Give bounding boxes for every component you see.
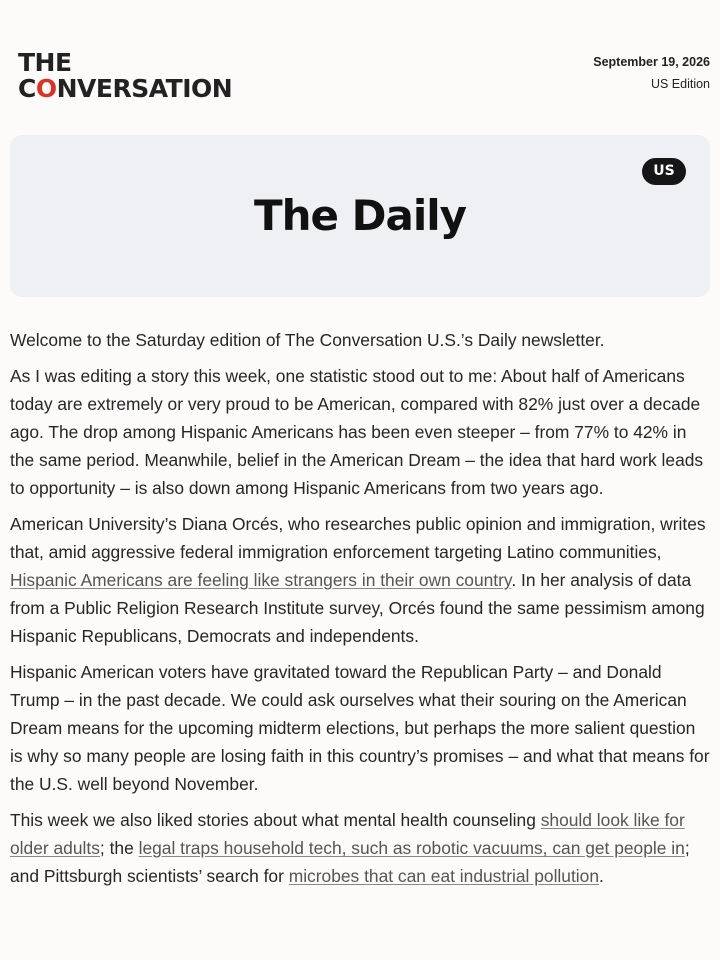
analysis-text-b: . In her analysis of data from a Public Religion Research Institute survey, Orcés found the same pessimism among Hispanic Republicans, Democrats and independents. (10, 570, 705, 646)
recommendations-paragraph (10, 806, 710, 890)
rec-text-c: ; and Pittsburgh scientists’ search for (10, 838, 690, 886)
rec-text-b: ; the (99, 838, 139, 858)
us-edition-badge: US (642, 158, 686, 185)
date-edition-block (593, 55, 710, 91)
hispanic-americans-story-link[interactable]: Hispanic Americans are feeling like strangers in their own country (10, 570, 512, 590)
issue-date: September 19, 2026 (593, 55, 710, 69)
newsletter-body (10, 326, 710, 898)
newsletter-title: The Daily (253, 191, 467, 240)
pollution-microbes-link[interactable]: microbes that can eat industrial pollution (288, 866, 600, 886)
rec-text-a: This week we also liked stories about what mental health counseling (10, 810, 541, 830)
logo-letters-nversation: NVERSATION (56, 74, 233, 103)
logo-letter-c: C (18, 74, 36, 103)
statistic-paragraph: As I was editing a story this week, one statistic stood out to me: About half of Americans today are extremely or very proud to be American, compared with 82% just over a decade ago. The drop among Hispanic Americans has been even steeper – from 77% to 42% in the same period. Meanwhile, belief in the American Dream – the idea that hard work leads to opportunity – is also down among Hispanic Americans from two years ago. (10, 366, 704, 498)
household-tech-legal-traps-link[interactable]: legal traps household tech, such as robotic vacuums, can get people in (138, 838, 685, 858)
older-adults-counseling-link[interactable]: should look like for older adults (10, 810, 685, 858)
newsletter-header (0, 0, 720, 130)
rec-text-d: . (599, 866, 604, 886)
speech-bubble-icon: O (35, 74, 57, 103)
logo-line-the: THE (18, 48, 72, 77)
analysis-text-a: American University’s Diana Orcés, who researches public opinion and immigration, writes that, amid aggressive federal immigration enforcement targeting Latino communities, (10, 514, 706, 562)
the-conversation-logo[interactable] (18, 50, 232, 101)
daily-hero-banner (10, 135, 710, 297)
voters-paragraph: Hispanic American voters have gravitated toward the Republican Party – and Donald Trump – in the past decade. We could ask ourselves what their souring on the American Dream means for the upcoming midterm elections, but perhaps the more salient question is why so many people are losing faith in this country’s promises – and what that means for the U.S. well beyond November. (10, 662, 710, 794)
logo-line-conversation (18, 76, 232, 101)
intro-paragraph: Welcome to the Saturday edition of The Conversation U.S.’s Daily newsletter. (10, 330, 605, 350)
analysis-paragraph (10, 510, 710, 650)
edition-label: US Edition (650, 77, 710, 91)
